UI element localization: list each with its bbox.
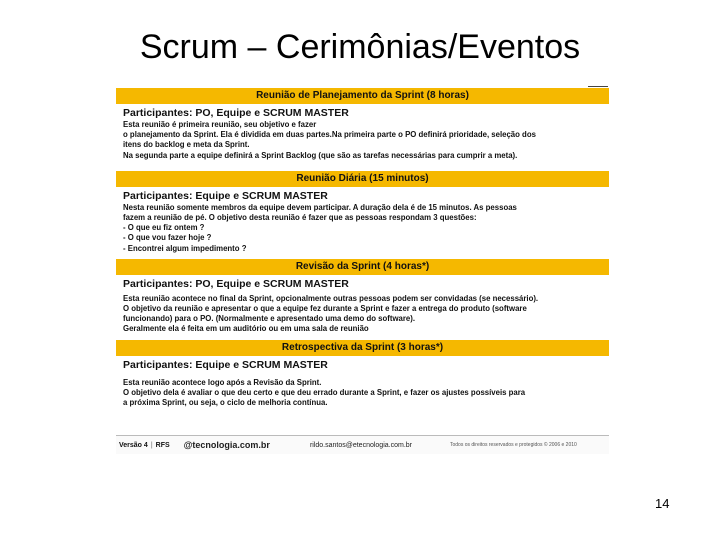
footer-separator: |	[150, 441, 153, 449]
section-review	[116, 275, 609, 337]
retrospective-line: O objetivo dela é avaliar o que deu certo e que deu errado durante a Sprint, e fazer os ajustes possíveis para	[123, 387, 526, 397]
section-planning	[116, 104, 609, 163]
scrum-events-document	[116, 88, 609, 454]
title-divider	[588, 86, 608, 87]
review-line: funcionando) para o PO. (Normalmente e apresentado uma demo do software).	[123, 314, 415, 324]
document-footer	[116, 435, 609, 454]
daily-question: - O que eu fiz ontem ?	[123, 223, 205, 233]
review-participants: Participantes: PO, Equipe e SCRUM MASTER	[123, 277, 349, 290]
slide-title: Scrum – Cerimônias/Eventos	[139, 28, 581, 66]
page-number: 14	[655, 496, 670, 511]
section-header-retrospective: Retrospectiva da Sprint (3 horas*)	[116, 340, 609, 356]
daily-line: Nesta reunião somente membros da equipe devem participar. A duração dela é de 15 minutos. As pessoas	[123, 202, 517, 212]
daily-question: - Encontrei algum impedimento ?	[123, 243, 247, 253]
section-header-review: Revisão da Sprint (4 horas*)	[116, 259, 609, 275]
footer-license: Todos os direitos reservados e protegidos © 2006 e 2010	[449, 442, 577, 448]
section-retrospective	[116, 356, 609, 411]
review-line: O objetivo da reunião e apresentar o que a equipe fez durante a Sprint e fazer a entrega do produto (software	[123, 304, 527, 314]
footer-author: RFS	[155, 441, 170, 449]
review-line: Geralmente ela é feita em um auditório ou em uma sala de reunião	[123, 324, 369, 334]
footer-version: Versão 4	[119, 441, 148, 449]
review-line: Esta reunião acontece no final da Sprint, opcionalmente outras pessoas podem ser convidadas (se necessário).	[123, 293, 539, 303]
planning-line: itens do backlog e meta da Sprint.	[123, 140, 250, 150]
daily-question: - O que vou fazer hoje ?	[123, 233, 212, 243]
planning-line: o planejamento da Sprint. Ela é dividida em duas partes.Na primeira parte o PO definirá prioridade, seleção dos	[123, 130, 536, 140]
daily-line: fazem a reunião de pé. O objetivo desta reunião é fazer que as pessoas respondam 3 questões:	[123, 213, 477, 223]
planning-line: Esta reunião é primeira reunião, seu objetivo e fazer	[123, 120, 317, 129]
footer-logo: @tecnologia.com.br	[183, 440, 270, 450]
retrospective-participants: Participantes: Equipe e SCRUM MASTER	[123, 358, 328, 371]
planning-line: Na segunda parte a equipe definirá a Sprint Backlog (que são as tarefas necessárias para cumprir a meta).	[123, 150, 518, 160]
footer-email: rildo.santos@etecnologia.com.br	[309, 441, 412, 449]
section-header-daily: Reunião Diária (15 minutos)	[116, 171, 609, 187]
section-header-planning: Reunião de Planejamento da Sprint (8 horas)	[116, 88, 609, 104]
planning-participants: Participantes: PO, Equipe e SCRUM MASTER	[123, 107, 349, 119]
section-daily	[116, 187, 609, 256]
retrospective-line: Esta reunião acontece logo após a Revisão da Sprint.	[123, 377, 322, 387]
daily-participants: Participantes: Equipe e SCRUM MASTER	[123, 189, 328, 202]
retrospective-line: a próxima Sprint, ou seja, o ciclo de melhoria contínua.	[123, 398, 328, 408]
